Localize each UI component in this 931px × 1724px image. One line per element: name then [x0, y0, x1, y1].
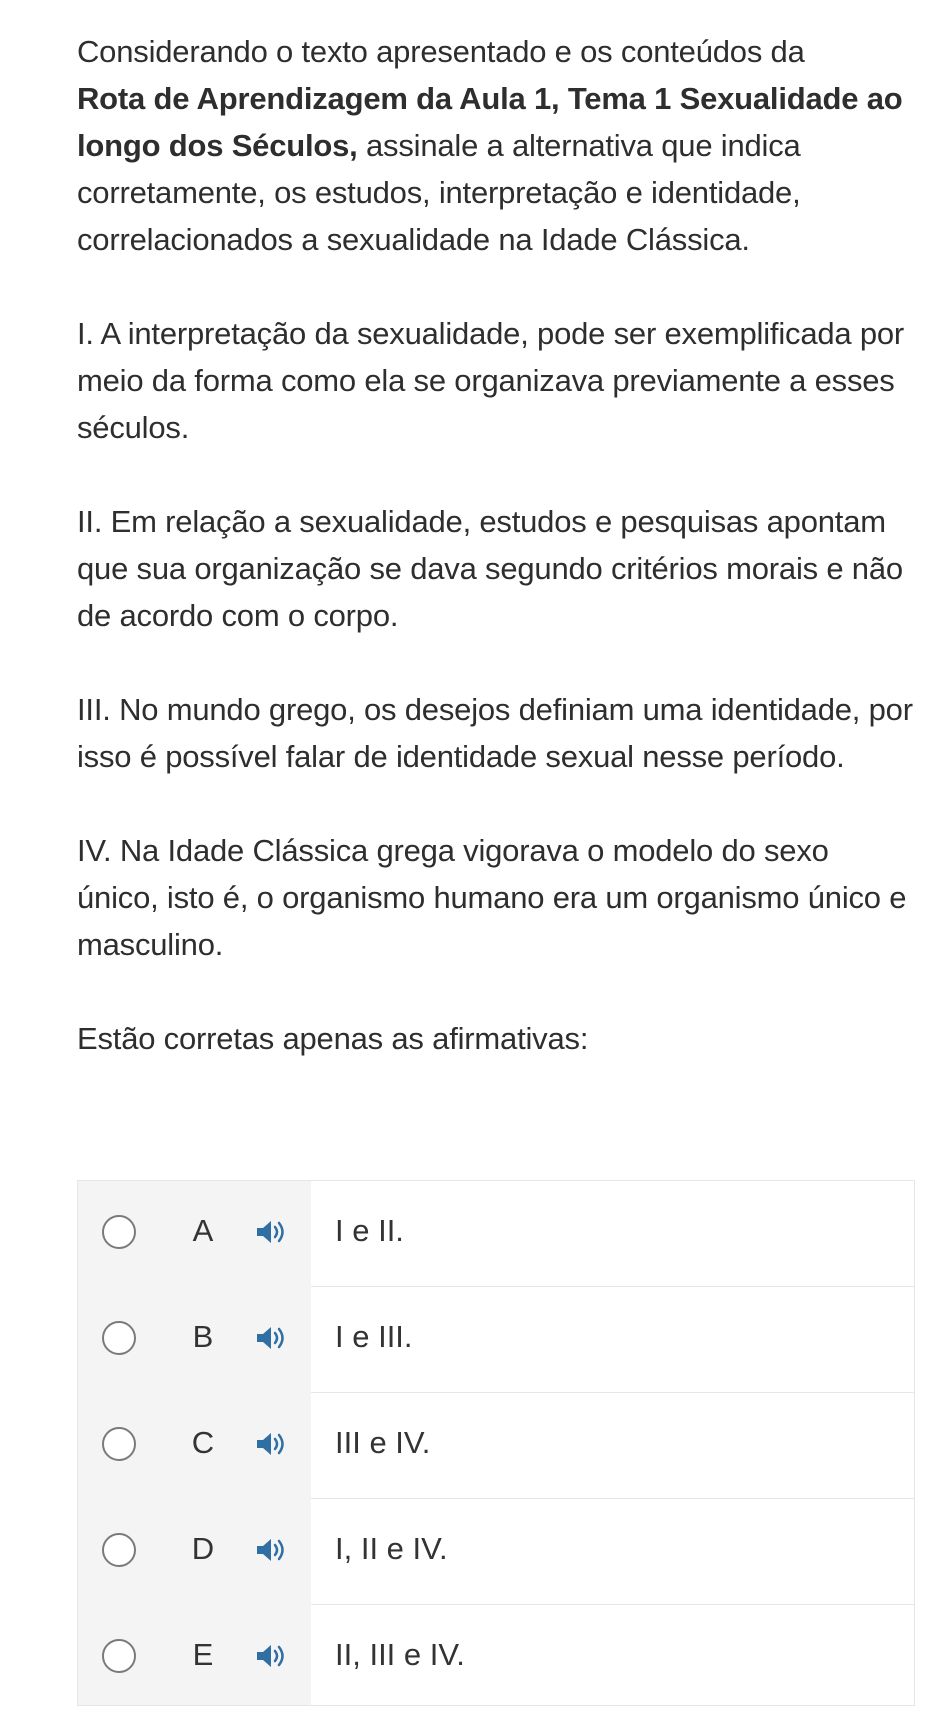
option-e-text: II, III e IV. [335, 1637, 465, 1672]
statement-2: II. Em relação a sexualidade, estudos e pesquisas apontam que sua organização se dava segundo critérios morais e não de acordo com o corpo. [77, 504, 903, 633]
statement-3: III. No mundo grego, os desejos definiam uma identidade, por isso é possível falar de identidade sexual nesse período. [77, 692, 913, 774]
option-e-radio[interactable] [102, 1639, 136, 1673]
option-a[interactable] [78, 1181, 914, 1287]
option-c-radio[interactable] [102, 1427, 136, 1461]
option-e[interactable] [78, 1605, 914, 1711]
option-d-letter: D [191, 1531, 215, 1566]
speaker-icon[interactable] [254, 1535, 290, 1565]
option-d-radio[interactable] [102, 1533, 136, 1567]
option-d[interactable] [78, 1499, 914, 1605]
question-text [77, 28, 915, 1109]
question-intro-post: assinale a alternativa que indica corretamente, os estudos, interpretação e identidade, correlacionados a sexualidade na Idade Clássica. [77, 128, 801, 257]
question-intro [77, 28, 915, 263]
question-intro-bold: Rota de Aprendizagem da Aula 1, Tema 1 Sexualidade ao longo dos Séculos, [77, 81, 903, 163]
option-b[interactable] [78, 1287, 914, 1393]
option-d-text: I, II e IV. [335, 1531, 448, 1566]
option-c-letter: C [191, 1425, 215, 1460]
speaker-icon[interactable] [254, 1217, 290, 1247]
option-a-text: I e II. [335, 1213, 404, 1248]
statement-1: I. A interpretação da sexualidade, pode ser exemplificada por meio da forma como ela se organizava previamente a esses séculos. [77, 316, 905, 445]
speaker-icon[interactable] [254, 1429, 290, 1459]
statement-4: IV. Na Idade Clássica grega vigorava o modelo do sexo único, isto é, o organismo humano era um organismo único e masculino. [77, 833, 907, 962]
option-b-radio[interactable] [102, 1321, 136, 1355]
speaker-icon[interactable] [254, 1323, 290, 1353]
option-b-letter: B [192, 1319, 214, 1354]
question-intro-pre: Considerando o texto apresentado e os conteúdos da [77, 34, 805, 69]
option-e-letter: E [192, 1637, 214, 1672]
answer-options [77, 1180, 915, 1706]
question-prompt: Estão corretas apenas as afirmativas: [77, 1021, 589, 1056]
option-a-letter: A [192, 1213, 214, 1248]
option-a-radio[interactable] [102, 1215, 136, 1249]
speaker-icon[interactable] [254, 1641, 290, 1671]
option-b-text: I e III. [335, 1319, 413, 1354]
option-c[interactable] [78, 1393, 914, 1499]
option-c-text: III e IV. [335, 1425, 431, 1460]
